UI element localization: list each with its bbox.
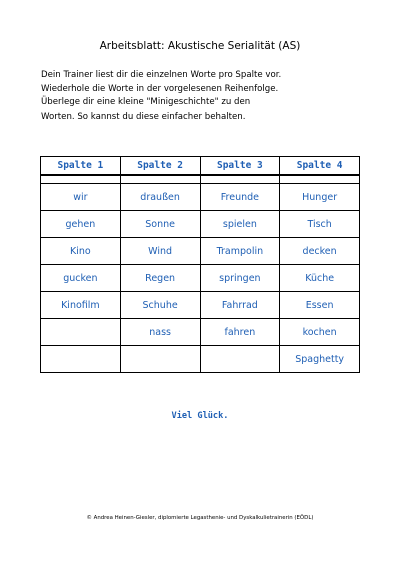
table-row — [41, 292, 360, 319]
word-cell: decken — [280, 238, 360, 265]
word-cell: Fahrrad — [200, 292, 280, 319]
table-row — [41, 211, 360, 238]
word-cell: Wind — [120, 238, 200, 265]
word-cell: Schuhe — [120, 292, 200, 319]
table-spacer-row — [41, 175, 360, 184]
word-cell: Regen — [120, 265, 200, 292]
instruction-line: Worten. So kannst du diese einfacher behalten. — [41, 112, 246, 122]
word-cell: wir — [41, 184, 121, 211]
word-cell: Trampolin — [200, 238, 280, 265]
column-header: Spalte 2 — [120, 157, 200, 176]
word-cell: Sonne — [120, 211, 200, 238]
table-row — [41, 238, 360, 265]
word-cell: gehen — [41, 211, 121, 238]
instructions — [41, 69, 371, 125]
column-header: Spalte 1 — [41, 157, 121, 176]
word-cell: nass — [120, 319, 200, 346]
column-header: Spalte 3 — [200, 157, 280, 176]
word-cell — [41, 319, 121, 346]
word-cell: draußen — [120, 184, 200, 211]
word-cell: spielen — [200, 211, 280, 238]
copyright-footer: © Andrea Heinen-Giesler, diplomierte Legasthenie- und Dyskalkulietrainerin (EÖDL) — [86, 515, 314, 521]
word-cell: Hunger — [280, 184, 360, 211]
table-row — [41, 184, 360, 211]
table-row — [41, 346, 360, 373]
instruction-line: Überlege dir eine kleine "Minigeschichte" zu den — [41, 97, 251, 107]
word-cell — [41, 346, 121, 373]
table-row — [41, 319, 360, 346]
word-cell: Kino — [41, 238, 121, 265]
word-cell: fahren — [200, 319, 280, 346]
column-header: Spalte 4 — [280, 157, 360, 176]
word-cell — [200, 346, 280, 373]
word-cell: springen — [200, 265, 280, 292]
instruction-line: Dein Trainer liest dir die einzelnen Worte pro Spalte vor. — [41, 70, 282, 80]
instruction-line: Wiederhole die Worte in der vorgelesenen Reihenfolge. — [41, 83, 279, 94]
word-cell: gucken — [41, 265, 121, 292]
word-cell: Küche — [280, 265, 360, 292]
word-cell: Spaghetty — [280, 346, 360, 373]
page-title: Arbeitsblatt: Akustische Serialität (AS) — [99, 40, 301, 52]
table-header-row — [41, 157, 360, 176]
word-cell: Tisch — [280, 211, 360, 238]
word-table — [40, 156, 360, 373]
word-cell: kochen — [280, 319, 360, 346]
closing-text: Viel Glück. — [171, 411, 229, 421]
word-cell: Kinofilm — [41, 292, 121, 319]
word-cell: Essen — [280, 292, 360, 319]
word-cell — [120, 346, 200, 373]
word-cell: Freunde — [200, 184, 280, 211]
table-row — [41, 265, 360, 292]
